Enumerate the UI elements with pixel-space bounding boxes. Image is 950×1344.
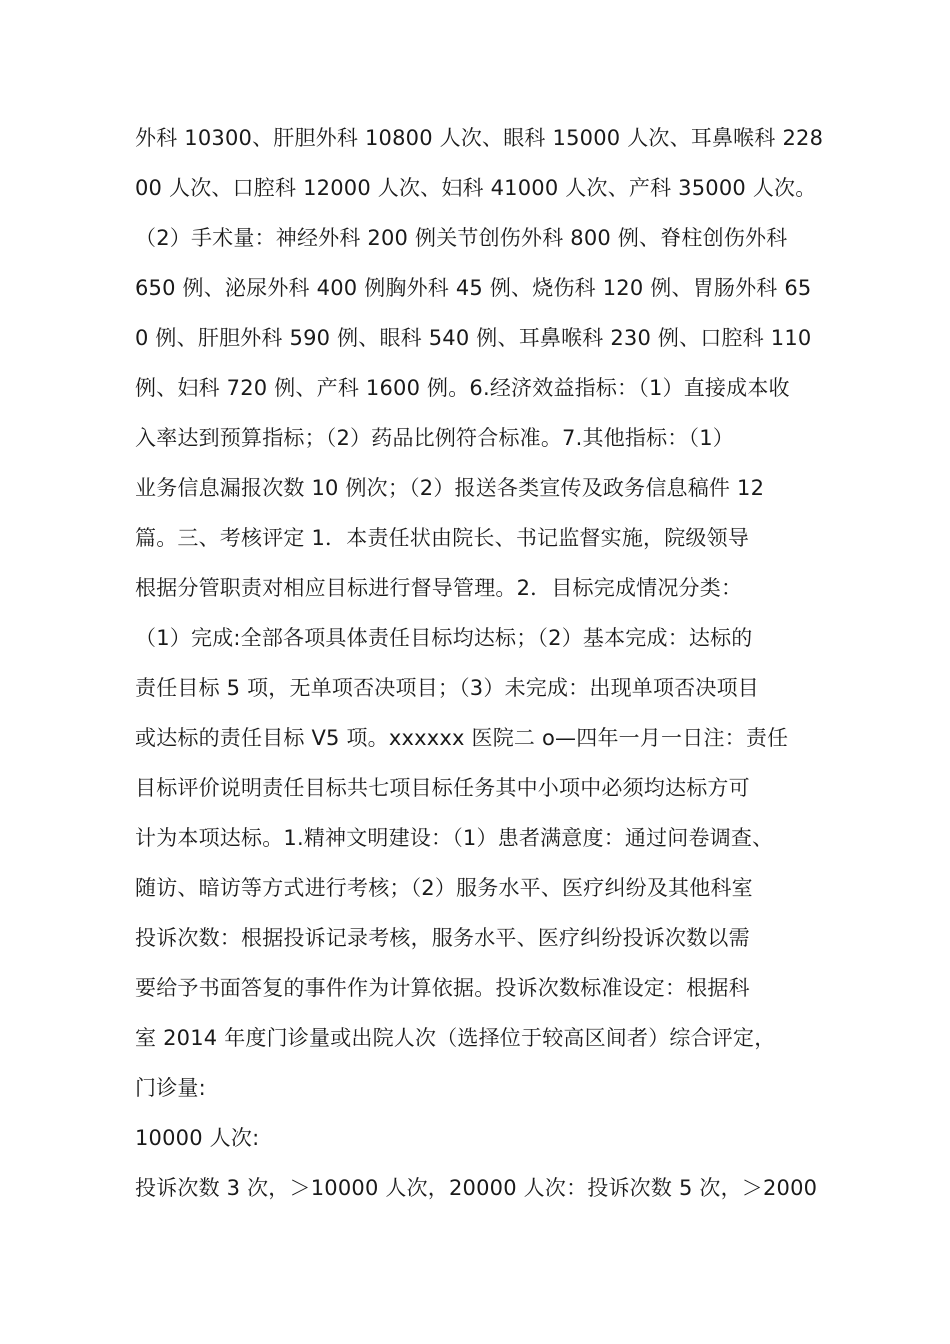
body-text [135, 113, 835, 1213]
text-line-1: 外科 10300、肝胆外科 10800 人次、眼科 15000 人次、耳鼻喉科 228 [135, 126, 824, 150]
text-line-11: （1）完成:全部各项具体责任目标均达标；（2）基本完成：达标的 [135, 626, 753, 650]
text-line-18: 要给予书面答复的事件作为计算依据。投诉次数标准设定：根据科 [135, 976, 750, 1000]
text-line-12: 责任目标 5 项，无单项否决项目；（3）未完成：出现单项否决项目 [135, 676, 759, 700]
text-line-17: 投诉次数：根据投诉记录考核，服务水平、医疗纠纷投诉次数以需 [135, 926, 750, 950]
text-line-19: 室 2014 年度门诊量或出院人次（选择位于较高区间者）综合评定， [135, 1026, 776, 1050]
text-line-2: 00 人次、口腔科 12000 人次、妇科 41000 人次、产科 35000 人次。 [135, 176, 817, 200]
text-line-21: 10000 人次: [135, 1126, 260, 1150]
text-line-4: 650 例、泌尿外科 400 例胸外科 45 例、烧伤科 120 例、胃肠外科 65 [135, 276, 812, 300]
text-line-10: 根据分管职责对相应目标进行督导管理。2．目标完成情况分类： [135, 576, 743, 600]
text-line-6: 例、妇科 720 例、产科 1600 例。6.经济效益指标：（1）直接成本收 [135, 376, 790, 400]
text-line-5: 0 例、肝胆外科 590 例、眼科 540 例、耳鼻喉科 230 例、口腔科 110 [135, 326, 812, 350]
text-line-22: 投诉次数 3 次，＞10000 人次，20000 人次：投诉次数 5 次，＞2000 [135, 1176, 818, 1200]
text-line-20: 门诊量: [135, 1076, 206, 1100]
text-line-14: 目标评价说明责任目标共七项目标任务其中小项中必须均达标方可 [135, 776, 750, 800]
text-line-16: 随访、暗访等方式进行考核；（2）服务水平、医疗纠纷及其他科室 [135, 876, 753, 900]
text-line-8: 业务信息漏报次数 10 例次；（2）报送各类宣传及政务信息稿件 12 [135, 476, 765, 500]
text-line-7: 入率达到预算指标；（2）药品比例符合标准。7.其他指标：（1） [135, 426, 734, 450]
text-line-9: 篇。三、考核评定 1．本责任状由院长、书记监督实施，院级领导 [135, 526, 750, 550]
text-line-13: 或达标的责任目标 V5 项。xxxxxx 医院二 o—四年一月一日注：责任 [135, 726, 789, 750]
text-line-3: （2）手术量：神经外科 200 例关节创伤外科 800 例、脊柱创伤外科 [135, 226, 788, 250]
text-line-15: 计为本项达标。1.精神文明建设：（1）患者满意度：通过问卷调查、 [135, 826, 774, 850]
